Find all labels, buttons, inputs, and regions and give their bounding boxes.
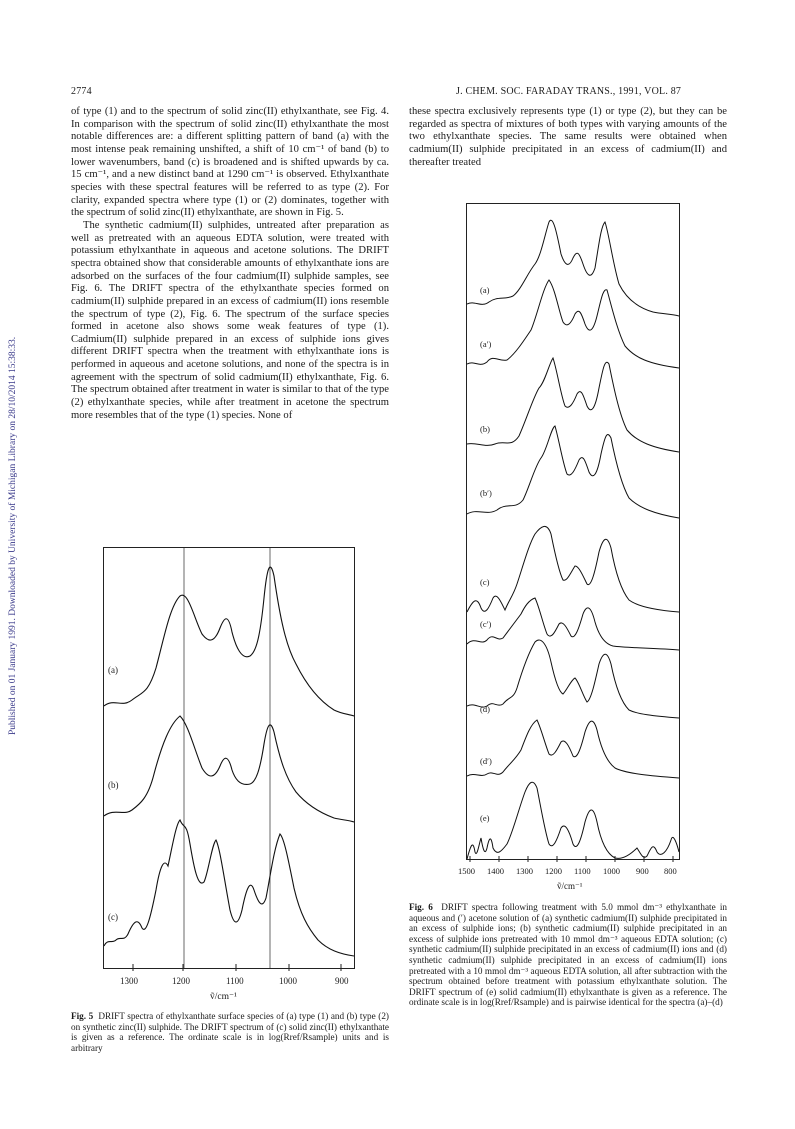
download-stamp: Published on 01 January 1991. Downloaded by University of Michigan Library on 28/10/2014 15:38:33. (8, 336, 18, 735)
paragraph: these spectra exclusively represents type (1) or type (2), but they can be regarded as spectra of mixtures of both types with varying amounts of the two ethylxanthate species. The same results were obtained when cadmium(II) sulphide precipitated in an excess of cadmium(II) and thereafter treated (409, 106, 727, 168)
fig6-caption (409, 902, 727, 1008)
fig5-tick-label: 1200 (172, 976, 190, 986)
fig6-x-axis-ticks (466, 856, 678, 864)
fig6-plot-frame (466, 203, 680, 860)
fig5-x-axis-label: ṽ/cm⁻¹ (210, 992, 237, 1002)
fig6-label-c-prime: (c′) (480, 619, 492, 629)
fig6-tick-label: 1000 (603, 866, 620, 876)
fig5-caption (71, 1011, 389, 1053)
right-column (409, 106, 727, 169)
fig6-label-b: (b) (480, 424, 490, 434)
fig5-label-b: (b) (108, 780, 119, 790)
page-number: 2774 (71, 86, 92, 97)
fig6-trace-b (467, 358, 679, 452)
fig5-caption-text: DRIFT spectra of ethylxanthate surface species of (a) type (1) and (b) type (2) on synthetic zinc(II) sulphide. The DRIFT spectrum of (c) solid zinc(II) ethylxanthate is given as a reference. The ordinate scale is in log(Rref/Rsample) units and is arbitrary (71, 1011, 389, 1053)
fig6-tick-label: 800 (664, 866, 677, 876)
fig6-label-d-prime: (d′) (480, 756, 492, 766)
fig6-spectra (467, 204, 679, 859)
fig6-trace-a (467, 220, 679, 316)
fig6-label-d: (d) (480, 704, 490, 714)
fig6-label-b-prime: (b′) (480, 488, 492, 498)
fig6-trace-e (467, 782, 679, 859)
fig5-spectra (104, 548, 354, 968)
fig6-caption-text: DRIFT spectra following treatment with 5.0 mmol dm⁻³ ethylxanthate in aqueous and (′) acetone solution of (a) synthetic cadmium(II) sulphide precipitated in an excess of sulphide ions; (b) synthetic cadmium(II) sulphide precipitated in an excess of sulphide ions pretreated with 10 mmol dm⁻³ aqueous EDTA solution; (c) synthetic cadmium(II) sulphide precipitated in an excess of cadmium(II) ions and (d) synthetic cadmium(II) sulphide precipitated in an excess of cadmium(II) ions pretreated with a 10 mmol dm⁻³ aqueous EDTA solution, all after subtraction with the spectrum obtained before treatment with potassium ethylxanthate solution. The DRIFT spectrum of (e) solid cadmium(II) ethylxanthate is given as a reference. The ordinate scale is in log(Rref/Rsample) and is pairwise identical for the spectra (a)–(d) (409, 902, 727, 1008)
fig6-tick-label: 900 (636, 866, 649, 876)
fig6-trace-b-prime (467, 426, 679, 518)
fig5-x-axis-ticks (103, 964, 353, 972)
left-column (71, 106, 389, 422)
paragraph: of type (1) and to the spectrum of solid zinc(II) ethylxanthate, see Fig. 4. In comparison with the spectrum of solid zinc(II) ethylxanthate the most notable differences are: a different splitting pattern of band (a) with the most intense peak remaining unshifted, a shift of 10 cm⁻¹ of band (b) to lower wavenumbers, band (c) is broadened and is shifted upwards by ca. 15 cm⁻¹, and a new distinct band at 1290 cm⁻¹ is observed. Ethylxanthate species with these spectral features will be referred to as type (2). For clarity, expanded spectra where type (1) or (2) dominates, together with the spectrum of solid zinc(II) ethylxanthate, are shown in Fig. 5. (71, 106, 389, 219)
fig6-trace-c-prime (467, 598, 679, 650)
journal-header: J. CHEM. SOC. FARADAY TRANS., 1991, VOL. 87 (456, 86, 682, 97)
fig6-trace-a-prime (467, 280, 679, 368)
fig5-tick-label: 1100 (226, 976, 244, 986)
fig6-tick-label: 1200 (545, 866, 562, 876)
fig6-label-a: (a) (480, 285, 490, 295)
fig5-trace-c (104, 820, 354, 956)
fig6-tick-label: 1500 (458, 866, 475, 876)
fig5-tick-label: 1000 (279, 976, 297, 986)
fig6-trace-d-prime (467, 720, 679, 778)
fig6-trace-c (467, 526, 679, 612)
fig6-tick-label: 1400 (487, 866, 504, 876)
fig5-label-c: (c) (108, 912, 118, 922)
paragraph: The synthetic cadmium(II) sulphides, untreated after preparation as well as pretreated with an aqueous EDTA solution, were treated with potassium ethylxanthate in aqueous and acetone solutions. The DRIFT spectra obtained show that considerable amounts of ethylxanthate ions are adsorbed on the surfaces of the four cadmium(II) sulphide samples, see Fig. 6. The DRIFT spectra of the ethylxanthate species formed on cadmium(II) sulphide prepared in an excess of cadmium(II) ions resemble the spectrum of type (2), Fig. 6. The spectrum of the surface species formed in acetone also shows some weak features of type (1). Cadmium(II) sulphide prepared in an excess of sulphide ions gives different DRIFT spectra when the treatment with ethylxanthate ions is performed in aqueous and acetone solutions, and none of the spectra is in agreement with the spectrum of solid cadmium(II) ethylxanthate, Fig. 6. The spectrum obtained after treatment in water is similar to that of the type (2) ethylxanthate species, while after treatment in acetone the spectrum more resembles that of the type (1) species. None of (71, 219, 389, 421)
fig5-label-a: (a) (108, 665, 118, 675)
fig5-tick-label: 900 (335, 976, 349, 986)
fig5-trace-a (104, 567, 354, 716)
fig5-trace-b (104, 716, 354, 822)
fig6-label-e: (e) (480, 813, 490, 823)
fig5-caption-label: Fig. 5 (71, 1011, 94, 1021)
fig6-label-a-prime: (a′) (480, 339, 492, 349)
fig6-trace-d (467, 640, 679, 718)
fig6-label-c: (c) (480, 577, 490, 587)
fig6-x-axis-label: ṽ/cm⁻¹ (557, 881, 583, 891)
fig5-plot-frame (103, 547, 355, 969)
fig6-caption-label: Fig. 6 (409, 902, 433, 912)
fig6-tick-label: 1300 (516, 866, 533, 876)
fig5-tick-label: 1300 (120, 976, 138, 986)
fig6-tick-label: 1100 (574, 866, 591, 876)
